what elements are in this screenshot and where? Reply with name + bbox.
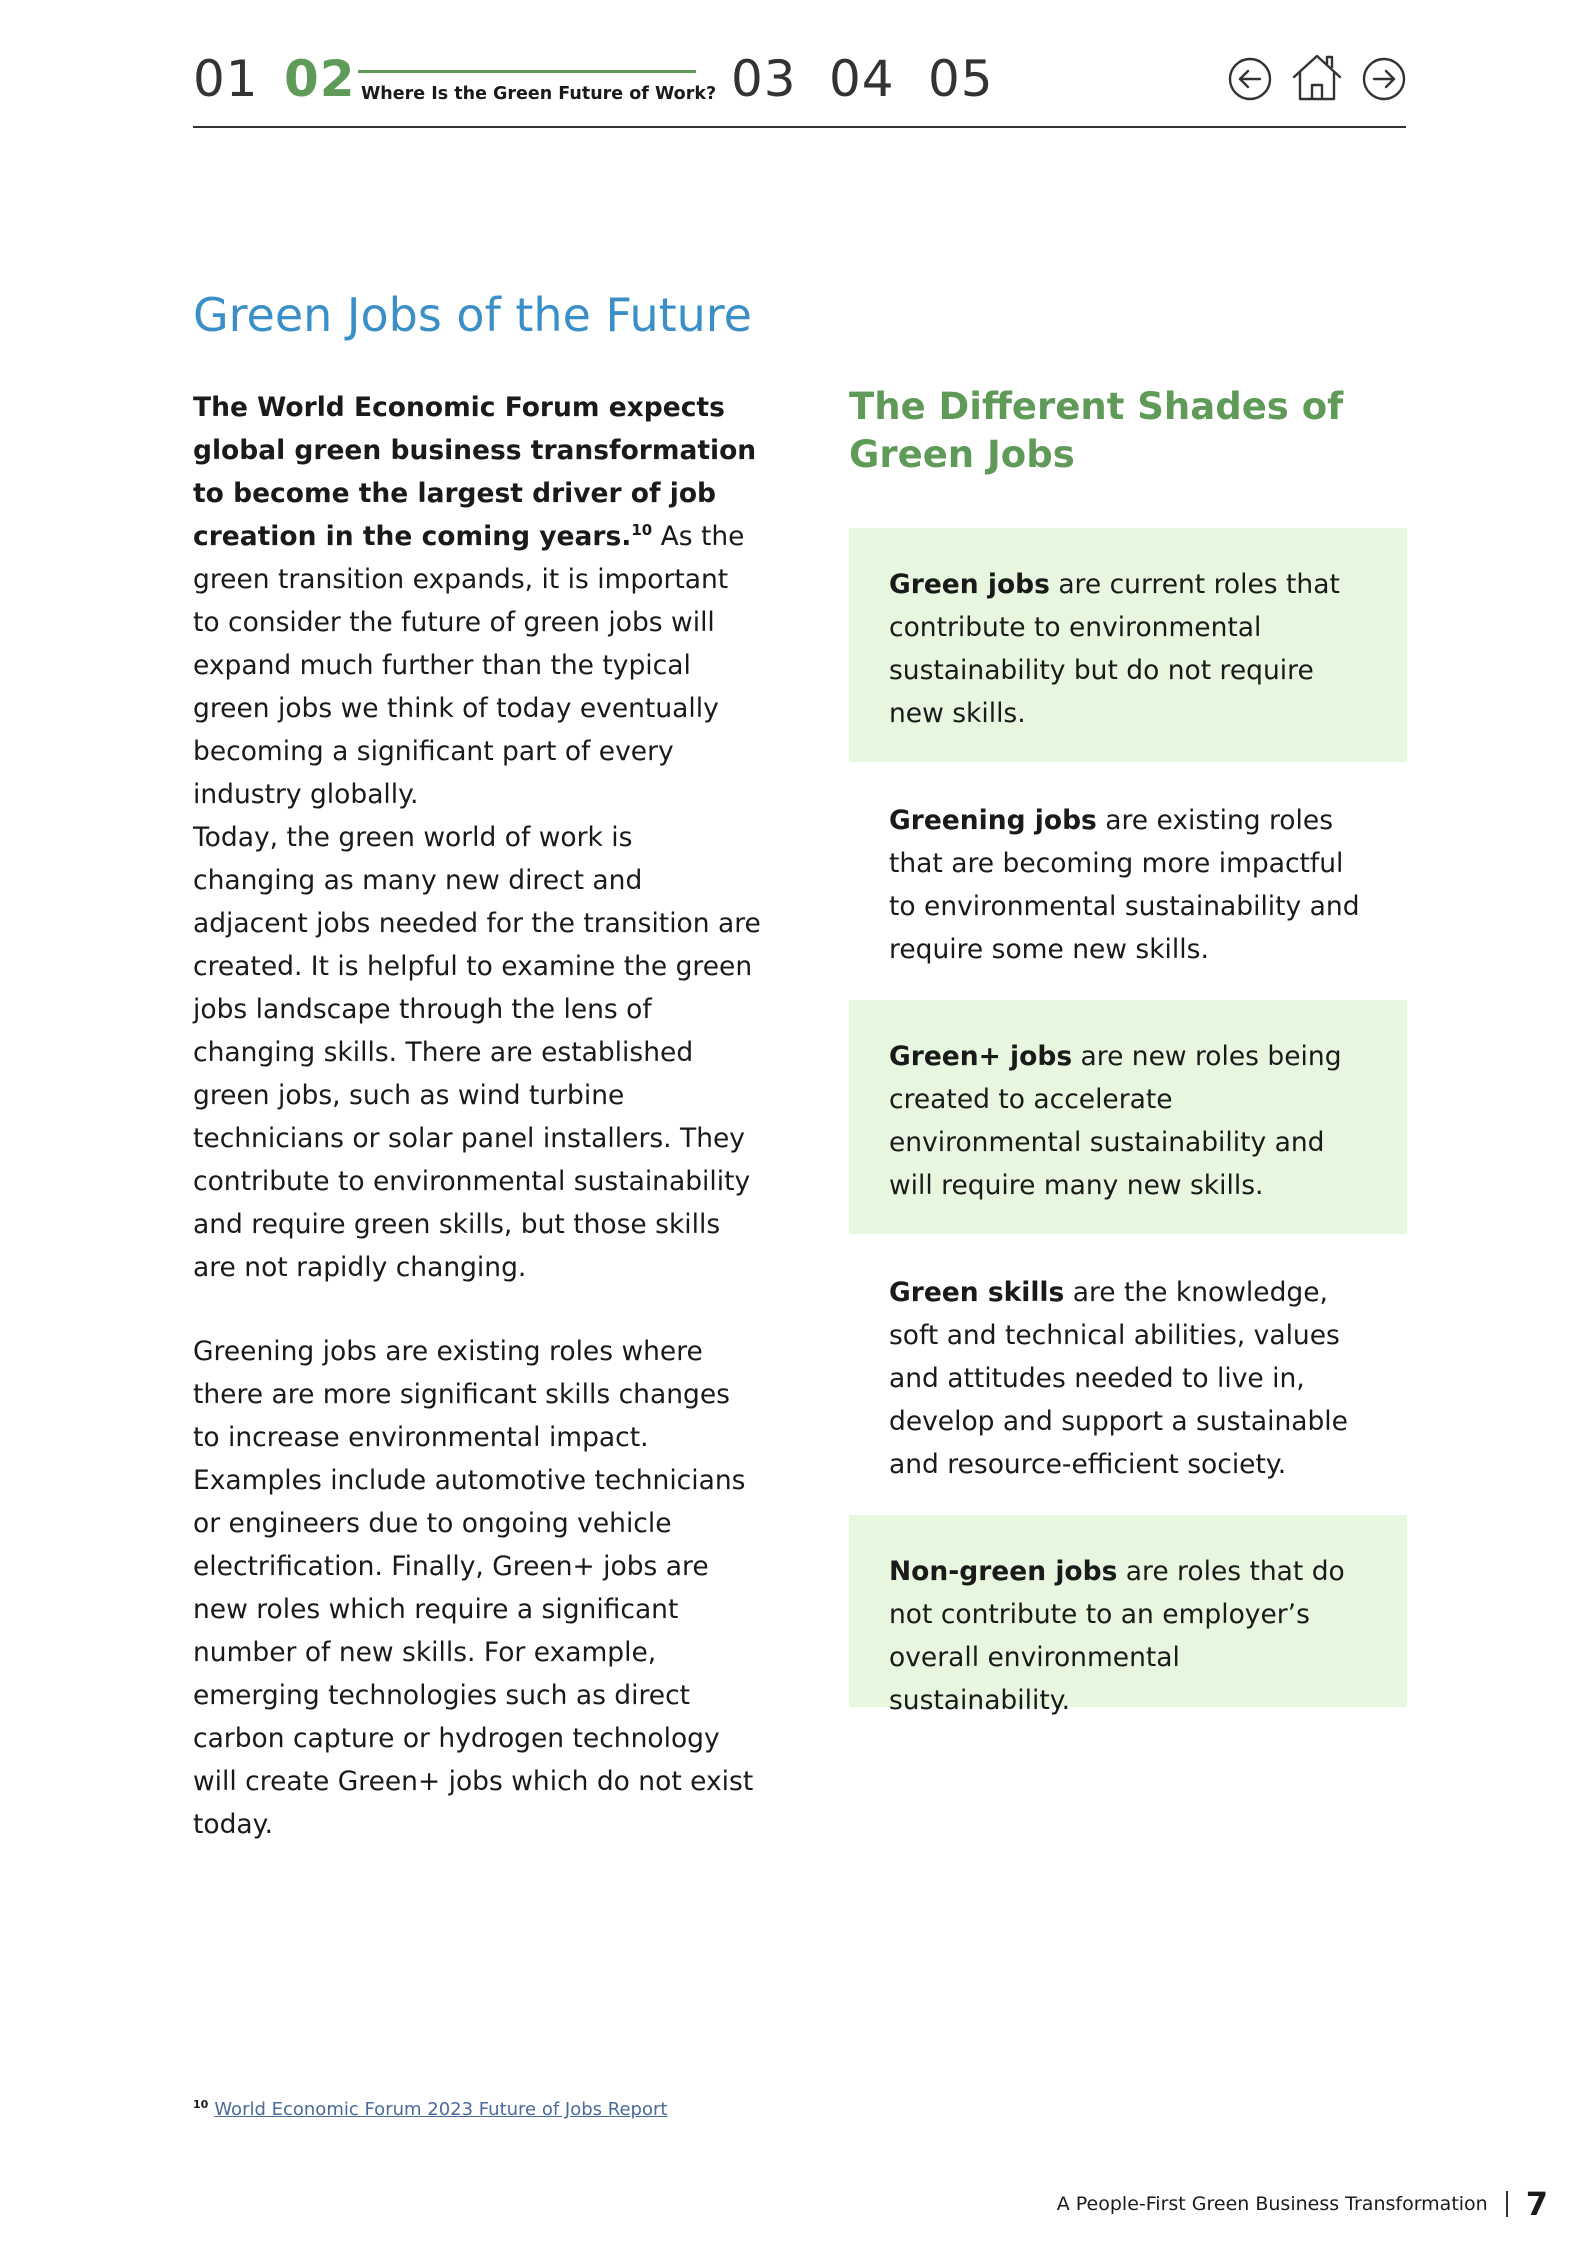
home-icon[interactable] bbox=[1291, 52, 1343, 102]
footnote-reference[interactable]: 10 bbox=[631, 521, 653, 540]
arrow-right-icon[interactable] bbox=[1361, 56, 1407, 102]
page-footer bbox=[1057, 2185, 1548, 2223]
intro-paragraph bbox=[193, 386, 763, 816]
definition-text: are the knowledge, soft and technical abilities, values and attitudes needed to live in, develop and support a sustainable and resource-efficient society. bbox=[889, 1277, 1348, 1480]
definition-card-non-green-jobs bbox=[849, 1515, 1407, 1716]
definition-text: are roles that do not contribute to an employer’s overall environmental sustainability. bbox=[889, 1556, 1345, 1716]
definition-card-green-plus-jobs bbox=[849, 1000, 1407, 1234]
chapter-link-05[interactable]: 05 bbox=[928, 50, 994, 108]
definition-card-green-jobs bbox=[849, 528, 1407, 762]
definition-term: Non-green jobs bbox=[889, 1556, 1118, 1587]
definition-term: Green skills bbox=[889, 1277, 1065, 1308]
intro-rest-text: As the green transition expands, it is important to consider the future of green jobs will expand much further than the typical green jobs we think of today eventually becoming a significant part of every industry globally. bbox=[193, 521, 745, 810]
chapter-link-02-active[interactable]: 02 bbox=[284, 50, 356, 108]
chapter-link-03[interactable]: 03 bbox=[731, 50, 797, 108]
footer-report-title: A People-First Green Business Transformation bbox=[1056, 2193, 1488, 2215]
chapter-navigation bbox=[193, 52, 1406, 128]
chapter-link-04[interactable]: 04 bbox=[829, 50, 895, 108]
footer-divider bbox=[1506, 2191, 1508, 2217]
paragraph-greening-jobs: Greening jobs are existing roles where there are more significant skills changes to increase environmental impact. Examples include automotive technicians or engineers due to ongoing vehicle electrification. Finally, Green+ jobs are new roles which require a significant number of new skills. For example, emerging technologies such as direct carbon capture or hydrogen technology will create Green+ jobs which do not exist today. bbox=[193, 1336, 754, 1840]
definition-text: are new roles being created to accelerate environmental sustainability and will require many new skills. bbox=[889, 1041, 1342, 1201]
definition-card-green-skills bbox=[849, 1236, 1407, 1514]
definition-term: Green+ jobs bbox=[889, 1041, 1073, 1072]
footnote bbox=[193, 2099, 667, 2120]
intro-bold-text: The World Economic Forum expects global green business transformation to become the largest driver of job creation in the coming years. bbox=[193, 392, 757, 552]
section-title: Green Jobs of the Future bbox=[193, 288, 752, 342]
paragraph-green-world: Today, the green world of work is changing as many new direct and adjacent jobs needed for the transition are created. It is helpful to examine the green jobs landscape through the lens of changing skills. There are established green jobs, such as wind turbine technicians or solar panel installers. They contribute to environmental sustainability and require green skills, but those skills are not rapidly changing. bbox=[193, 822, 761, 1283]
definition-text: are current roles that contribute to environmental sustainability but do not require new skills. bbox=[889, 569, 1340, 729]
active-chapter-subtitle[interactable]: Where Is the Green Future of Work? bbox=[361, 84, 717, 104]
definition-term: Green jobs bbox=[889, 569, 1050, 600]
definition-text: are existing roles that are becoming more impactful to environmental sustainability and require some new skills. bbox=[889, 805, 1360, 965]
chapter-link-01[interactable]: 01 bbox=[193, 50, 259, 108]
definition-term: Greening jobs bbox=[889, 805, 1097, 836]
shades-title: The Different Shades of Green Jobs bbox=[849, 385, 1344, 476]
active-chapter-underline bbox=[358, 70, 696, 73]
arrow-left-icon[interactable] bbox=[1227, 56, 1273, 102]
page-number: 7 bbox=[1525, 2185, 1548, 2223]
footnote-link[interactable]: World Economic Forum 2023 Future of Jobs Report bbox=[214, 2099, 668, 2120]
footnote-number: 10 bbox=[193, 2098, 209, 2111]
definition-card-greening-jobs bbox=[849, 764, 1407, 998]
